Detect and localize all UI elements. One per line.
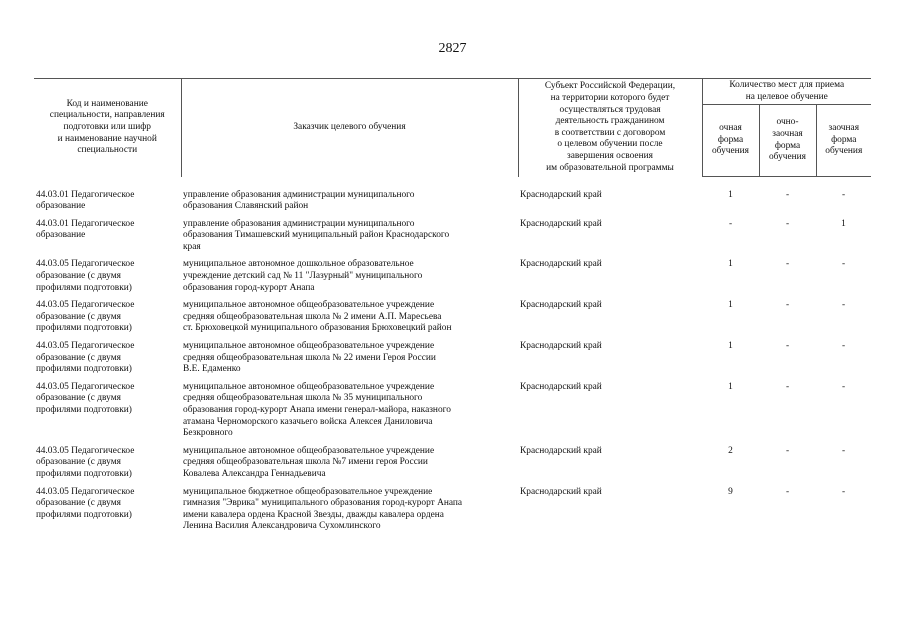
customer-cell: муниципальное автономное общеобразовательное учреждение средняя общеобразовательная школа № 22 имени Героя России В.Е. Едаменко <box>183 341 436 375</box>
customer-cell: муниципальное автономное дошкольное образовательное учреждение детский сад № 11 "Лазурный" муниципального образования город-курорт Анапа <box>183 259 423 293</box>
customer-cell: муниципальное бюджетное общеобразовательное учреждение гимназия "Эврика" муниципального образования город-курорт Анапа имени кавалера ордена Красной Звезды, дважды кавалера ордена Ленина Василия Александровича Сухомлинского <box>183 486 463 532</box>
full-time-cell: 1 <box>728 381 733 392</box>
distance-cell: - <box>841 445 846 456</box>
part-time-cell: - <box>785 259 790 270</box>
customer-cell: управление образования администрации муниципального образования Тимашевский муниципальный район Краснодарского края <box>183 218 450 252</box>
customer-cell: муниципальное автономное общеобразовательное учреждение средняя общеобразовательная школа № 35 муниципального образования город-курорт Анапа имени генерал-майора, наказного атамана Черноморского казачьего войска Алексея Даниловича Безкровного <box>183 381 451 439</box>
part-time-cell: - <box>785 300 790 311</box>
part-time-cell: - <box>785 381 790 392</box>
full-time-cell: 2 <box>728 445 733 456</box>
table-body <box>34 177 871 539</box>
table-row <box>34 177 871 219</box>
code-cell: 44.03.05 Педагогическое образование (с двумя профилями подготовки) <box>36 381 135 415</box>
table-row <box>34 259 871 300</box>
customer-cell: муниципальное автономное общеобразовательное учреждение средняя общеобразовательная школа № 2 имени А.П. Маресьева ст. Брюховецкой муниципального образования Брюховецкий район <box>183 300 452 334</box>
table-row <box>34 300 871 341</box>
page-number: 2827 <box>438 41 467 56</box>
code-cell: 44.03.01 Педагогическое образование <box>36 218 135 241</box>
region-cell: Краснодарский край <box>520 218 602 229</box>
distance-cell: - <box>841 381 846 392</box>
header-customer: Заказчик целевого обучения <box>181 79 518 177</box>
table-row <box>34 446 871 487</box>
region-cell: Краснодарский край <box>520 381 602 392</box>
part-time-cell: - <box>785 218 790 229</box>
full-time-cell: 1 <box>728 300 733 311</box>
distance-cell: - <box>841 300 846 311</box>
distance-cell: - <box>841 341 846 352</box>
code-cell: 44.03.05 Педагогическое образование (с двумя профилями подготовки) <box>36 445 135 479</box>
header-full-time: очная форма обучения <box>702 105 759 177</box>
table-row <box>34 487 871 539</box>
customer-cell: муниципальное автономное общеобразовательное учреждение средняя общеобразовательная школа №7 имени героя России Ковалева Александра Геннадьевича <box>183 445 435 479</box>
part-time-cell: - <box>785 445 790 456</box>
region-cell: Краснодарский край <box>520 189 602 200</box>
target-training-table <box>34 78 871 539</box>
full-time-cell: 9 <box>728 486 733 497</box>
region-cell: Краснодарский край <box>520 300 602 311</box>
table-row <box>34 341 871 382</box>
header-part-time: очно- заочная форма обучения <box>759 105 816 177</box>
header-distance: заочная форма обучения <box>816 105 871 177</box>
region-cell: Краснодарский край <box>520 259 602 270</box>
distance-cell: 1 <box>841 218 846 229</box>
full-time-cell: 1 <box>728 190 733 200</box>
code-cell: 44.03.05 Педагогическое образование (с двумя профилями подготовки) <box>36 486 135 520</box>
part-time-cell: - <box>785 190 790 200</box>
code-cell: 44.03.05 Педагогическое образование (с двумя профилями подготовки) <box>36 259 135 293</box>
table-row <box>34 382 871 446</box>
code-cell: 44.03.05 Педагогическое образование (с двумя профилями подготовки) <box>36 341 135 375</box>
part-time-cell: - <box>785 341 790 352</box>
distance-cell: - <box>841 190 846 200</box>
distance-cell: - <box>841 486 846 497</box>
region-cell: Краснодарский край <box>520 486 602 497</box>
part-time-cell: - <box>785 486 790 497</box>
customer-cell: управление образования администрации муниципального образования Славянский район <box>183 189 415 212</box>
full-time-cell: 1 <box>728 259 733 270</box>
distance-cell: - <box>841 259 846 270</box>
full-time-cell: 1 <box>728 341 733 352</box>
code-cell: 44.03.01 Педагогическое образование <box>36 189 135 212</box>
header-places: Количество мест для приема на целевое обучение <box>702 79 871 105</box>
full-time-cell: - <box>728 218 733 229</box>
region-cell: Краснодарский край <box>520 341 602 352</box>
header-region: Субъект Российской Федерации, на территории которого будет осуществляться трудовая деятельность гражданином в соответствии с договором о целевом обучении после завершения освоения им образовательной программы <box>518 79 702 177</box>
header-code: Код и наименование специальности, направления подготовки или шифр и наименование научной специальности <box>34 79 181 177</box>
table-row <box>34 219 871 260</box>
region-cell: Краснодарский край <box>520 445 602 456</box>
code-cell: 44.03.05 Педагогическое образование (с двумя профилями подготовки) <box>36 300 135 334</box>
